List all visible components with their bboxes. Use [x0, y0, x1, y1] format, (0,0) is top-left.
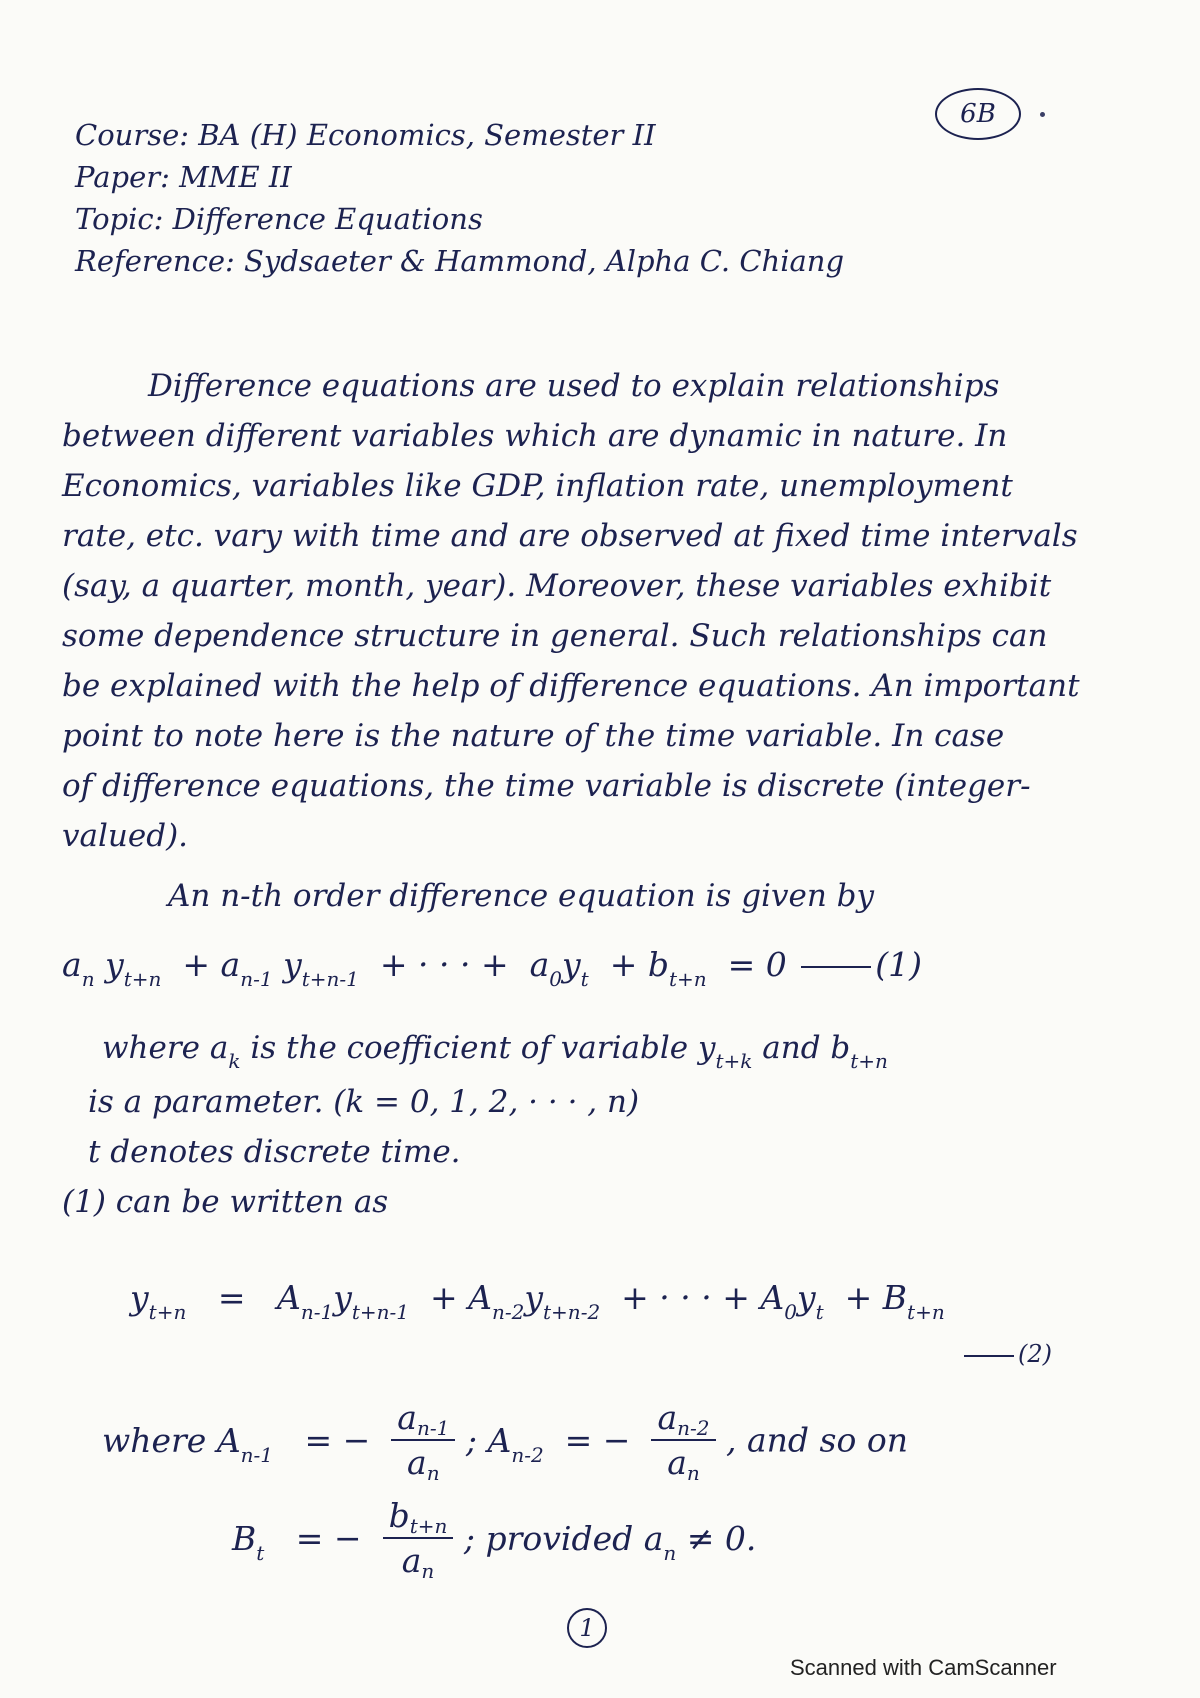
paragraph-line: be explained with the help of difference equations. An important [62, 668, 1080, 704]
header-reference: Reference: Sydsaeter & Hammond, Alpha C. Chiang [75, 244, 845, 278]
equation-2-label: (2) [960, 1340, 1052, 1368]
fraction-a-n-1-over-a-n: $\frac{an-1}{an}$ [391, 1398, 455, 1482]
paragraph-line: of difference equations, the time variable is discrete (integer- [62, 768, 1031, 804]
page-code-seal: 6B [935, 88, 1021, 140]
header-course: Course: BA (H) Economics, Semester II [75, 118, 656, 152]
paragraph-line: point to note here is the nature of the time variable. In case [62, 718, 1005, 754]
where-B-line: $B_t$ = − $\frac{bt+n}{an}$ ; provided $a_n \ne 0$. [232, 1496, 757, 1583]
paragraph-line: valued). [62, 818, 189, 854]
paragraph-line: between different variables which are dynamic in nature. In [62, 418, 1008, 454]
where-time-line: t denotes discrete time. [88, 1134, 461, 1170]
equation-1-label: (1) [875, 945, 923, 984]
scanner-watermark: Scanned with CamScanner [790, 1655, 1057, 1680]
paragraph-line: Economics, variables like GDP, inflation rate, unemployment [62, 468, 1013, 504]
header-topic: Topic: Difference Equations [75, 202, 483, 236]
paragraph-line: rate, etc. vary with time and are observed at fixed time intervals [62, 518, 1078, 554]
equation-2: $y_{t+n}$ = $A_{n-1}y_{t+n-1} + A_{n-2}y_{t+n-2}$ + · · · + $A_0y_t + B_{t+n}$ [130, 1278, 945, 1324]
page-number: 1 [567, 1608, 607, 1648]
fraction-b-over-a-n: $\frac{bt+n}{an}$ [383, 1496, 454, 1580]
equation-1: $a_n$ $y_{t+n} + a_{n-1}$ $y_{t+n-1}$ + · · · + $a_0y_t + b_{t+n} = 0$ (1) [62, 945, 923, 991]
rewrite-line: (1) can be written as [62, 1184, 389, 1220]
paragraph-line: some dependence structure in general. Such relationships can [62, 618, 1048, 654]
paragraph-intro: An n-th order difference equation is given by [168, 878, 874, 914]
where-parameter-line: is a parameter. (k = 0, 1, 2, · · · , n) [88, 1084, 640, 1120]
where-coefficient-line: where $a_k$ is the coefficient of variable $y_{t+k}$ and $b_{t+n}$ [102, 1030, 888, 1073]
paragraph-line: (say, a quarter, month, year). Moreover, these variables exhibit [62, 568, 1052, 604]
where-definition-line: where $A_{n-1}$ = − $\frac{an-1}{an}$ ; $A_{n-2}$ = − $\frac{an-2}{an}$ , and so on [102, 1398, 908, 1485]
seal-mark [1040, 112, 1045, 117]
paragraph-line: Difference equations are used to explain relationships [148, 368, 1000, 404]
header-paper: Paper: MME II [75, 160, 292, 194]
fraction-a-n-2-over-a-n: $\frac{an-2}{an}$ [651, 1398, 715, 1482]
